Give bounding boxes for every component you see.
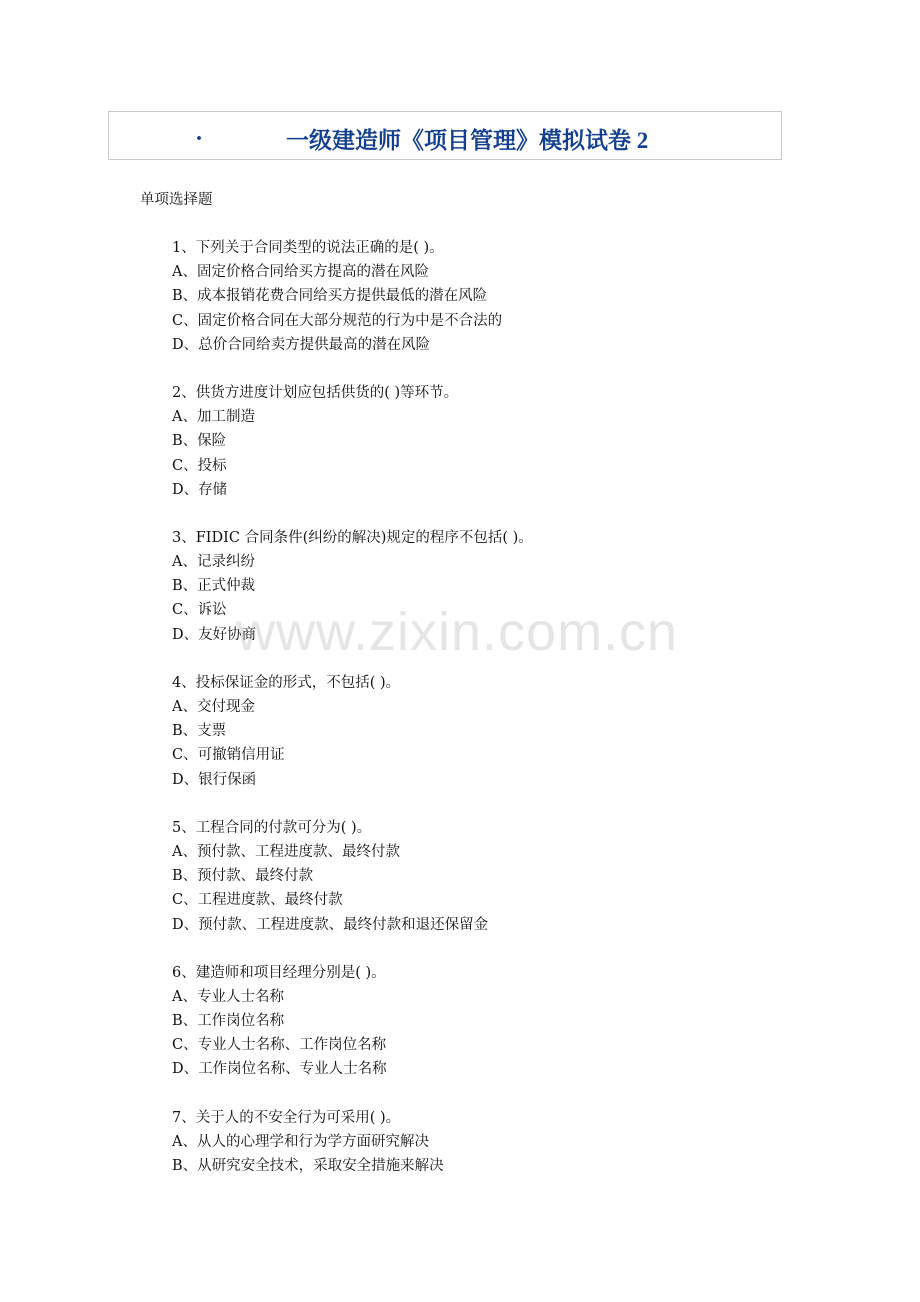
- answer-option: C、投标: [172, 457, 227, 474]
- answer-option: C、工程进度款、最终付款: [172, 892, 343, 909]
- question-block: [172, 1106, 792, 1179]
- answer-option: B、预付款、最终付款: [172, 868, 314, 885]
- answer-option: A、固定价格合同给买方提高的潜在风险: [172, 264, 429, 281]
- answer-option: D、存储: [172, 481, 228, 498]
- title-bullet: .: [196, 120, 202, 146]
- question-stem: 2、供货方进度计划应包括供货的( )等环节。: [172, 384, 459, 401]
- answer-option: D、银行保函: [172, 771, 257, 788]
- answer-option: A、预付款、工程进度款、最终付款: [172, 843, 400, 860]
- page-title: 一级建造师《项目管理》模拟试卷 2: [286, 128, 649, 153]
- answer-option: D、友好协商: [172, 626, 257, 643]
- question-block: [172, 816, 792, 937]
- answer-option: B、从研究安全技术，采取安全措施来解决: [172, 1158, 444, 1174]
- question-stem: 4、投标保证金的形式，不包括( )。: [172, 674, 401, 691]
- answer-option: D、工作岗位名称、专业人士名称: [172, 1061, 387, 1078]
- answer-option: A、交付现金: [172, 699, 255, 715]
- answer-option: B、保险: [172, 433, 227, 450]
- question-stem: 6、建造师和项目经理分别是( )。: [172, 964, 386, 981]
- answer-option: D、预付款、工程进度款、最终付款和退还保留金: [172, 916, 489, 933]
- question-block: [172, 961, 792, 1082]
- question-stem: 1、下列关于合同类型的说法正确的是( )。: [172, 240, 444, 256]
- answer-option: A、记录纠纷: [172, 554, 255, 571]
- answer-option: A、从人的心理学和行为学方面研究解决: [172, 1133, 429, 1150]
- question-block: [172, 236, 792, 357]
- question-block: [172, 526, 792, 647]
- answer-option: C、可撤销信用证: [172, 747, 285, 764]
- answer-option: A、加工制造: [172, 409, 255, 426]
- question-stem: 7、关于人的不安全行为可采用( )。: [172, 1109, 401, 1126]
- answer-option: C、专业人士名称、工作岗位名称: [172, 1037, 387, 1054]
- question-block: [172, 381, 792, 502]
- answer-option: D、总价合同给卖方提供最高的潜在风险: [172, 336, 431, 353]
- question-stem: 3、FIDIC 合同条件(纠纷的解决)规定的程序不包括( )。: [172, 529, 533, 546]
- question-block: [172, 671, 792, 792]
- answer-option: B、正式仲裁: [172, 578, 256, 595]
- question-list: [172, 236, 792, 1202]
- answer-option: C、诉讼: [172, 602, 227, 619]
- answer-option: B、支票: [172, 723, 227, 740]
- watermark: www.zixin.com.cn: [236, 602, 679, 662]
- answer-option: B、成本报销花费合同给买方提供最低的潜在风险: [172, 288, 488, 305]
- answer-option: A、专业人士名称: [172, 988, 284, 1005]
- section-label: 单项选择题: [140, 192, 213, 208]
- question-stem: 5、工程合同的付款可分为( )。: [172, 819, 372, 836]
- answer-option: C、固定价格合同在大部分规范的行为中是不合法的: [172, 312, 503, 329]
- answer-option: B、工作岗位名称: [172, 1013, 285, 1030]
